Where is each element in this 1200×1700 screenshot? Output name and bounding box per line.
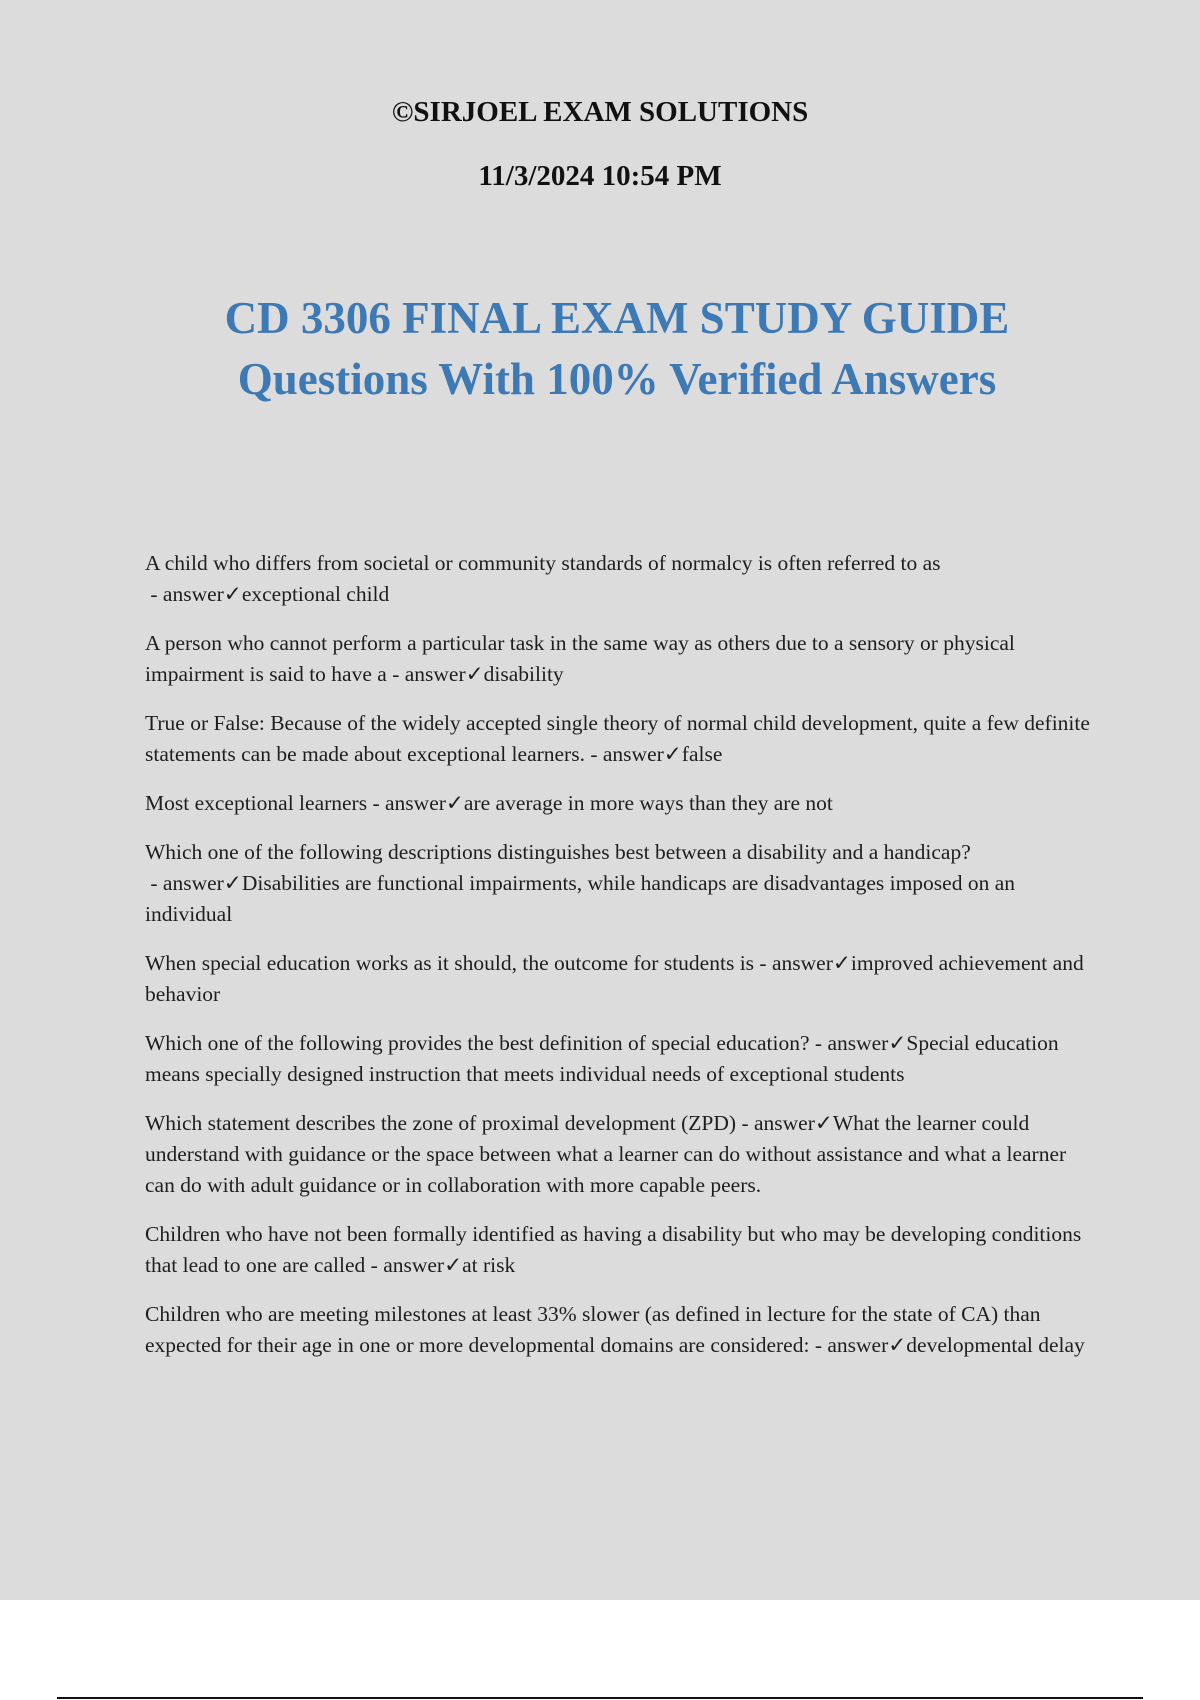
question-text: Which one of the following descriptions distinguishes best between a disability and a handicap? bbox=[145, 840, 971, 864]
qa-item: Children who have not been formally identified as having a disability but who may be developing conditions that lead to one are called - answer✓at risk bbox=[145, 1222, 1082, 1277]
qa-item: Which statement describes the zone of proximal development (ZPD) - answer✓What the learner could understand with guidance or the space between what a learner can do without assistance and what a learner can do with adult guidance or in collaboration with more capable peers. bbox=[145, 1111, 1067, 1197]
title-line-2: Questions With 100% Verified Answers bbox=[237, 354, 997, 404]
footer-divider bbox=[57, 1697, 1143, 1699]
answer-text: What the learner could understand with guidance or the space between what a learner can do without assistance and what a learner can do with adult guidance or in collaboration with more capable peers. bbox=[145, 1111, 1067, 1197]
qa-item: A person who cannot perform a particular task in the same way as others due to a sensory or physical impairment is said to have a - answer✓disability bbox=[145, 631, 1015, 686]
question-text: True or False: Because of the widely accepted single theory of normal child development, quite a few definite statements can be made about exceptional learners. bbox=[145, 711, 1090, 766]
answer-text: exceptional child bbox=[241, 582, 390, 606]
answer-text: developmental delay bbox=[906, 1333, 1085, 1357]
question-text: Most exceptional learners bbox=[145, 791, 368, 815]
question-text: A child who differs from societal or community standards of normalcy is often referred to as bbox=[145, 551, 941, 575]
answer-marker: answer✓ bbox=[162, 871, 242, 895]
question-text: Children who have not been formally identified as having a disability but who may be developing conditions that lead to one are called bbox=[145, 1222, 1082, 1277]
question-text: A person who cannot perform a particular task in the same way as others due to a sensory or physical impairment is said to have a bbox=[145, 631, 1015, 686]
answer-marker: answer✓ bbox=[404, 662, 484, 686]
document-title bbox=[0, 288, 1200, 410]
brand-header: ©SIRJOEL EXAM SOLUTIONS bbox=[391, 96, 809, 128]
answer-marker: answer✓ bbox=[383, 1253, 463, 1277]
qa-item: Which one of the following provides the best definition of special education? - answer✓Special education means specially designed instruction that meets individual needs of exceptional students bbox=[145, 1031, 1059, 1086]
qa-item: Children who are meeting milestones at least 33% slower (as defined in lecture for the state of CA) than expected for their age in one or more developmental domains are considered: - answer✓developmental delay bbox=[145, 1302, 1085, 1357]
title-line-1: CD 3306 FINAL EXAM STUDY GUIDE bbox=[224, 293, 1010, 343]
qa-item: Which one of the following descriptions distinguishes best between a disability and a handicap? - answer✓Disabilities are functional impairments, while handicaps are disadvantages imposed on an individual bbox=[145, 840, 1016, 926]
qa-list bbox=[145, 548, 1090, 1379]
answer-text: Special education means specially designed instruction that meets individual needs of exceptional students bbox=[145, 1031, 1059, 1086]
answer-text: Disabilities are functional impairments, while handicaps are disadvantages imposed on an individual bbox=[145, 871, 1016, 926]
answer-marker: answer✓ bbox=[602, 742, 682, 766]
question-text: When special education works as it should, the outcome for students is bbox=[145, 951, 755, 975]
answer-text: false bbox=[681, 742, 723, 766]
qa-item: True or False: Because of the widely accepted single theory of normal child development, quite a few definite statements can be made about exceptional learners. - answer✓false bbox=[145, 711, 1090, 766]
datetime-header: 11/3/2024 10:54 PM bbox=[478, 160, 722, 192]
question-text: Which statement describes the zone of proximal development (ZPD) bbox=[145, 1111, 737, 1135]
answer-marker: answer✓ bbox=[827, 1333, 907, 1357]
qa-item: A child who differs from societal or community standards of normalcy is often referred to as - answer✓exceptional child bbox=[145, 551, 941, 606]
answer-marker: answer✓ bbox=[753, 1111, 833, 1135]
answer-marker: answer✓ bbox=[771, 951, 851, 975]
answer-marker: answer✓ bbox=[162, 582, 242, 606]
question-text: Which one of the following provides the best definition of special education? bbox=[145, 1031, 810, 1055]
answer-text: are average in more ways than they are not bbox=[463, 791, 833, 815]
qa-item: When special education works as it should, the outcome for students is - answer✓improved achievement and behavior bbox=[145, 951, 1084, 1006]
answer-marker: answer✓ bbox=[827, 1031, 907, 1055]
answer-text: disability bbox=[483, 662, 564, 686]
answer-text: at risk bbox=[462, 1253, 516, 1277]
question-text: Children who are meeting milestones at least 33% slower (as defined in lecture for the state of CA) than expected for their age in one or more developmental domains are considered: bbox=[145, 1302, 1041, 1357]
answer-text: improved achievement and behavior bbox=[145, 951, 1084, 1006]
qa-item: Most exceptional learners - answer✓are average in more ways than they are not bbox=[145, 791, 833, 815]
answer-marker: answer✓ bbox=[385, 791, 464, 815]
